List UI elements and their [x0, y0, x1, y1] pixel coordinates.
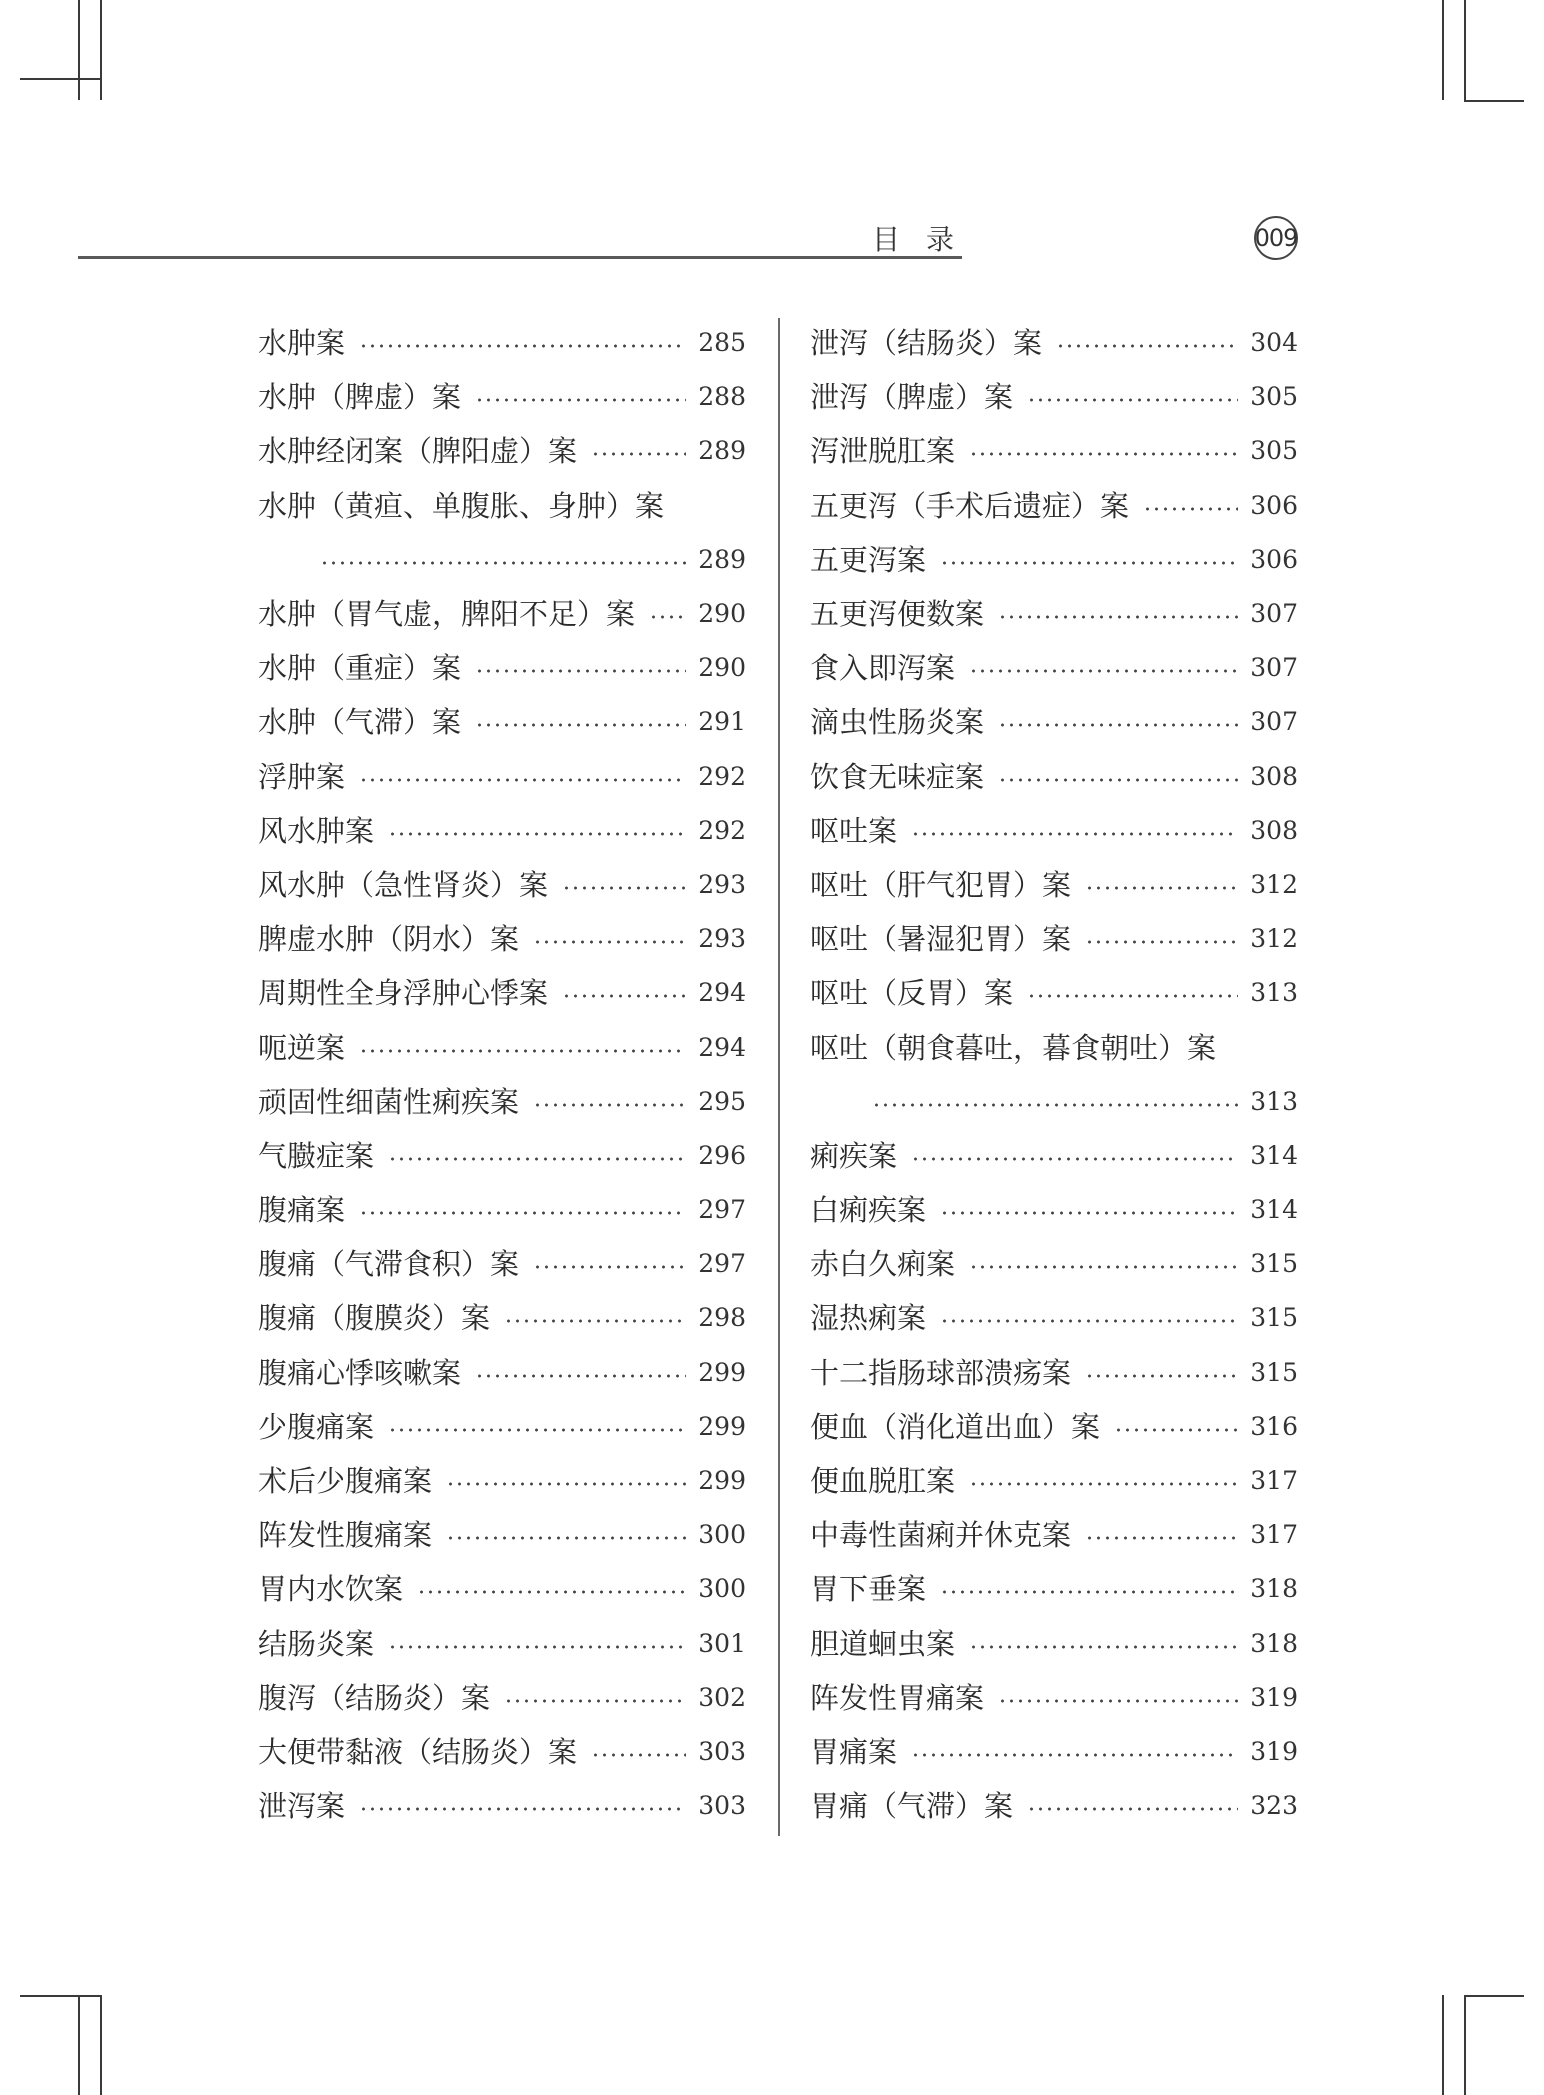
toc-entry-page: 303	[698, 1736, 746, 1766]
crop-mark	[100, 1995, 102, 2095]
toc-entry-title: 脾虚水肿（阴水）案	[258, 922, 520, 957]
toc-entry[interactable]	[810, 641, 1298, 695]
toc-entry[interactable]	[258, 1346, 746, 1400]
toc-entry[interactable]	[258, 1020, 746, 1074]
toc-dot-leader	[998, 723, 1238, 727]
toc-entry-title: 胃痛（气滞）案	[810, 1789, 1014, 1824]
toc-dot-leader	[1114, 1428, 1238, 1432]
toc-dot-leader	[649, 615, 686, 619]
toc-dot-leader	[388, 1157, 686, 1161]
toc-entry[interactable]	[258, 1291, 746, 1345]
toc-entry[interactable]	[810, 1075, 1298, 1129]
toc-entry[interactable]	[810, 1291, 1298, 1345]
toc-entry-title: 水肿（胃气虚，脾阳不足）案	[258, 597, 636, 632]
toc-dot-leader	[872, 1103, 1238, 1107]
crop-mark	[1464, 1995, 1466, 2095]
toc-entry-page: 289	[698, 436, 746, 466]
toc-entry[interactable]	[810, 1237, 1298, 1291]
toc-entry[interactable]	[810, 316, 1298, 370]
toc-entry-title: 呕吐（暑湿犯胃）案	[810, 922, 1072, 957]
toc-entry-title: 腹痛（腹膜炎）案	[258, 1301, 491, 1336]
toc-dot-leader	[969, 1265, 1238, 1269]
toc-entry-page: 303	[698, 1791, 746, 1821]
toc-left-column	[258, 316, 746, 1833]
toc-entry-page: 288	[698, 382, 746, 412]
toc-entry-page: 307	[1250, 707, 1298, 737]
toc-entry-title: 水肿（脾虚）案	[258, 380, 462, 415]
toc-entry-title: 腹痛（气滞食积）案	[258, 1247, 520, 1282]
toc-dot-leader	[562, 886, 686, 890]
toc-dot-leader	[1085, 940, 1238, 944]
toc-entry[interactable]	[258, 424, 746, 478]
toc-entry-page: 304	[1250, 328, 1298, 358]
toc-entry[interactable]	[810, 750, 1298, 804]
toc-entry-page: 299	[698, 1357, 746, 1387]
toc-entry-title: 泄泻（脾虚）案	[810, 380, 1014, 415]
toc-entry-page: 319	[1250, 1736, 1298, 1766]
toc-entry-title: 痢疾案	[810, 1138, 898, 1173]
toc-dot-leader	[475, 398, 686, 402]
toc-entry[interactable]	[258, 1454, 746, 1508]
toc-dot-leader	[911, 832, 1238, 836]
toc-entry-title: 气臌症案	[258, 1138, 375, 1173]
toc-entry[interactable]	[810, 533, 1298, 587]
toc-entry[interactable]	[810, 1183, 1298, 1237]
toc-entry-page: 312	[1250, 924, 1298, 954]
toc-entry-title: 十二指肠球部溃疡案	[810, 1355, 1072, 1390]
toc-entry-page: 299	[698, 1466, 746, 1496]
toc-entry-page: 317	[1250, 1520, 1298, 1550]
toc-entry[interactable]	[258, 1725, 746, 1779]
toc-entry-title: 呕吐（朝食暮吐，暮食朝吐）案	[810, 1030, 1217, 1065]
toc-entry[interactable]	[258, 858, 746, 912]
crop-mark	[1442, 1995, 1444, 2095]
toc-entry-title: 风水肿案	[258, 813, 375, 848]
crop-mark	[100, 0, 102, 100]
toc-entry[interactable]	[810, 912, 1298, 966]
toc-entry-page: 312	[1250, 869, 1298, 899]
toc-entry[interactable]	[258, 641, 746, 695]
toc-entry-title: 胃下垂案	[810, 1572, 927, 1607]
toc-entry[interactable]	[810, 424, 1298, 478]
toc-entry[interactable]	[258, 1779, 746, 1833]
toc-dot-leader	[562, 994, 686, 998]
toc-entry[interactable]	[258, 1671, 746, 1725]
toc-entry-page: 318	[1250, 1628, 1298, 1658]
toc-dot-leader	[1143, 507, 1238, 511]
toc-entry[interactable]	[258, 750, 746, 804]
toc-entry[interactable]	[810, 1508, 1298, 1562]
toc-entry[interactable]	[258, 1562, 746, 1616]
toc-dot-leader	[1085, 886, 1238, 890]
toc-entry-page: 294	[698, 978, 746, 1008]
toc-dot-leader	[1085, 1536, 1238, 1540]
toc-entry-page: 318	[1250, 1574, 1298, 1604]
toc-dot-leader	[388, 832, 686, 836]
toc-entry-page: 297	[698, 1249, 746, 1279]
toc-dot-leader	[969, 1645, 1238, 1649]
toc-entry[interactable]	[810, 695, 1298, 749]
toc-dot-leader	[940, 1211, 1238, 1215]
toc-entry-page: 307	[1250, 599, 1298, 629]
toc-entry-page: 293	[698, 869, 746, 899]
toc-entry[interactable]	[810, 858, 1298, 912]
toc-entry-page: 300	[698, 1520, 746, 1550]
toc-entry-page: 316	[1250, 1411, 1298, 1441]
toc-entry-page: 291	[698, 707, 746, 737]
toc-entry[interactable]	[258, 1508, 746, 1562]
toc-dot-leader	[388, 1645, 686, 1649]
toc-entry-page: 301	[698, 1628, 746, 1658]
toc-entry-page: 302	[698, 1682, 746, 1712]
toc-entry-title: 泻泄脱肛案	[810, 434, 956, 469]
toc-dot-leader	[969, 669, 1238, 673]
toc-entry-title: 五更泻案	[810, 542, 927, 577]
toc-entry-title: 腹痛心悸咳嗽案	[258, 1355, 462, 1390]
toc-entry[interactable]	[810, 804, 1298, 858]
crop-mark	[20, 1995, 100, 1997]
toc-entry[interactable]	[810, 1020, 1298, 1074]
toc-entry-page: 305	[1250, 382, 1298, 412]
toc-dot-leader	[591, 1753, 686, 1757]
toc-dot-leader	[998, 615, 1238, 619]
toc-entry-page: 297	[698, 1195, 746, 1225]
toc-dot-leader	[359, 1211, 686, 1215]
toc-dot-leader	[446, 1482, 686, 1486]
toc-entry-page: 289	[698, 544, 746, 574]
toc-dot-leader	[1027, 1807, 1238, 1811]
toc-entry[interactable]	[810, 1454, 1298, 1508]
toc-entry-page: 295	[698, 1086, 746, 1116]
toc-entry[interactable]	[258, 370, 746, 424]
toc-entry-title: 水肿（黄疸、单腹胀、身肿）案	[258, 488, 665, 523]
toc-entry[interactable]	[810, 966, 1298, 1020]
toc-entry-page: 290	[698, 653, 746, 683]
toc-entry[interactable]	[258, 316, 746, 370]
toc-dot-leader	[940, 561, 1238, 565]
toc-entry-title: 湿热痢案	[810, 1301, 927, 1336]
toc-entry[interactable]	[810, 370, 1298, 424]
toc-dot-leader	[1027, 398, 1238, 402]
toc-dot-leader	[320, 561, 686, 565]
toc-entry-title: 腹泻（结肠炎）案	[258, 1680, 491, 1715]
toc-entry-title: 呃逆案	[258, 1030, 346, 1065]
toc-entry[interactable]	[810, 1346, 1298, 1400]
toc-entry[interactable]	[258, 912, 746, 966]
toc-entry[interactable]	[810, 1725, 1298, 1779]
toc-entry-page: 307	[1250, 653, 1298, 683]
toc-entry[interactable]	[810, 1779, 1298, 1833]
toc-entry-title: 呕吐案	[810, 813, 898, 848]
toc-entry[interactable]	[258, 1183, 746, 1237]
toc-entry-page: 292	[698, 761, 746, 791]
toc-entry-title: 便血脱肛案	[810, 1464, 956, 1499]
toc-dot-leader	[475, 1374, 686, 1378]
toc-entry[interactable]	[258, 1400, 746, 1454]
toc-dot-leader	[969, 452, 1238, 456]
toc-dot-leader	[1056, 344, 1238, 348]
toc-dot-leader	[911, 1157, 1238, 1161]
toc-dot-leader	[504, 1319, 686, 1323]
toc-dot-leader	[998, 778, 1238, 782]
toc-dot-leader	[504, 1699, 686, 1703]
toc-entry-title: 泄泻（结肠炎）案	[810, 326, 1043, 361]
toc-entry-page: 306	[1250, 490, 1298, 520]
toc-entry-page: 313	[1250, 978, 1298, 1008]
toc-dot-leader	[1085, 1374, 1238, 1378]
toc-dot-leader	[359, 344, 686, 348]
toc-entry-page: 292	[698, 815, 746, 845]
toc-entry-title: 周期性全身浮肿心悸案	[258, 976, 549, 1011]
toc-entry-page: 314	[1250, 1195, 1298, 1225]
toc-entry[interactable]	[258, 804, 746, 858]
toc-entry-title: 便血（消化道出血）案	[810, 1409, 1101, 1444]
toc-entry[interactable]	[810, 1562, 1298, 1616]
toc-entry-title: 水肿案	[258, 326, 346, 361]
crop-mark	[1464, 100, 1524, 102]
toc-entry-title: 水肿经闭案（脾阳虚）案	[258, 434, 578, 469]
header-rule	[78, 256, 962, 259]
toc-entry-page: 293	[698, 924, 746, 954]
toc-entry-title: 水肿（气滞）案	[258, 705, 462, 740]
toc-entry[interactable]	[258, 695, 746, 749]
toc-entry-title: 食入即泻案	[810, 651, 956, 686]
toc-dot-leader	[446, 1536, 686, 1540]
toc-entry-page: 315	[1250, 1357, 1298, 1387]
crop-mark	[1464, 0, 1466, 100]
toc-dot-leader	[533, 1265, 686, 1269]
toc-dot-leader	[475, 723, 686, 727]
toc-entry-page: 296	[698, 1140, 746, 1170]
toc-entry-page: 314	[1250, 1140, 1298, 1170]
toc-dot-leader	[359, 1807, 686, 1811]
toc-entry-title: 顽固性细菌性痢疾案	[258, 1084, 520, 1119]
toc-entry-title: 风水肿（急性肾炎）案	[258, 867, 549, 902]
toc-entry-page: 285	[698, 328, 746, 358]
toc-entry-page: 315	[1250, 1303, 1298, 1333]
toc-entry-page: 323	[1250, 1791, 1298, 1821]
toc-entry-title: 五更泻（手术后遗症）案	[810, 488, 1130, 523]
toc-dot-leader	[998, 1699, 1238, 1703]
toc-entry-page: 308	[1250, 815, 1298, 845]
toc-dot-leader	[591, 452, 686, 456]
toc-dot-leader	[359, 778, 686, 782]
toc-entry-page: 308	[1250, 761, 1298, 791]
toc-entry[interactable]	[258, 479, 746, 533]
toc-entry[interactable]	[258, 966, 746, 1020]
toc-entry[interactable]	[810, 1671, 1298, 1725]
toc-dot-leader	[940, 1319, 1238, 1323]
toc-dot-leader	[388, 1428, 686, 1432]
toc-entry-title: 饮食无味症案	[810, 759, 985, 794]
toc-entry[interactable]	[258, 533, 746, 587]
toc-dot-leader	[533, 940, 686, 944]
toc-entry-title: 呕吐（反胃）案	[810, 976, 1014, 1011]
toc-entry-page: 315	[1250, 1249, 1298, 1279]
crop-mark	[1442, 0, 1444, 100]
toc-entry[interactable]	[810, 1129, 1298, 1183]
toc-entry[interactable]	[810, 1617, 1298, 1671]
toc-dot-leader	[969, 1482, 1238, 1486]
toc-entry[interactable]	[258, 1617, 746, 1671]
toc-entry-title: 结肠炎案	[258, 1626, 375, 1661]
toc-dot-leader	[940, 1590, 1238, 1594]
toc-entry-title: 胆道蛔虫案	[810, 1626, 956, 1661]
toc-entry-page: 305	[1250, 436, 1298, 466]
toc-entry-title: 水肿（重症）案	[258, 651, 462, 686]
column-divider	[778, 318, 780, 1836]
toc-entry-page: 294	[698, 1032, 746, 1062]
running-header-title: 目录	[872, 223, 981, 256]
toc-entry-page: 313	[1250, 1086, 1298, 1116]
toc-dot-leader	[911, 1753, 1238, 1757]
toc-dot-leader	[1027, 994, 1238, 998]
toc-entry-page: 290	[698, 599, 746, 629]
crop-mark	[20, 78, 100, 80]
toc-entry-title: 五更泻便数案	[810, 597, 985, 632]
toc-entry-title: 阵发性腹痛案	[258, 1518, 433, 1553]
toc-entry-page: 300	[698, 1574, 746, 1604]
toc-entry-title: 浮肿案	[258, 759, 346, 794]
toc-entry-title: 呕吐（肝气犯胃）案	[810, 867, 1072, 902]
toc-entry-title: 大便带黏液（结肠炎）案	[258, 1734, 578, 1769]
crop-mark	[78, 0, 80, 100]
toc-entry-title: 滴虫性肠炎案	[810, 705, 985, 740]
page-number-badge: 009	[1254, 216, 1298, 260]
toc-entry-title: 泄泻案	[258, 1789, 346, 1824]
toc-entry-page: 306	[1250, 544, 1298, 574]
toc-entry[interactable]	[258, 1129, 746, 1183]
toc-dot-leader	[475, 669, 686, 673]
toc-entry-title: 腹痛案	[258, 1193, 346, 1228]
crop-mark	[78, 1995, 80, 2095]
toc-entry-page: 317	[1250, 1466, 1298, 1496]
toc-entry-title: 阵发性胃痛案	[810, 1680, 985, 1715]
toc-dot-leader	[359, 1049, 686, 1053]
crop-mark	[1464, 1995, 1524, 1997]
toc-entry[interactable]	[258, 1237, 746, 1291]
toc-right-column	[810, 316, 1298, 1833]
toc-entry-page: 319	[1250, 1682, 1298, 1712]
toc-entry-title: 赤白久痢案	[810, 1247, 956, 1282]
toc-entry[interactable]	[258, 587, 746, 641]
toc-entry-page: 299	[698, 1411, 746, 1441]
toc-entry-title: 少腹痛案	[258, 1409, 375, 1444]
toc-entry-page: 298	[698, 1303, 746, 1333]
toc-entry[interactable]	[810, 1400, 1298, 1454]
toc-dot-leader	[417, 1590, 686, 1594]
toc-entry[interactable]	[810, 479, 1298, 533]
toc-entry-title: 术后少腹痛案	[258, 1464, 433, 1499]
toc-entry[interactable]	[258, 1075, 746, 1129]
toc-dot-leader	[533, 1103, 686, 1107]
toc-entry-title: 中毒性菌痢并休克案	[810, 1518, 1072, 1553]
toc-entry-title: 白痢疾案	[810, 1193, 927, 1228]
toc-entry-title: 胃痛案	[810, 1734, 898, 1769]
toc-entry-title: 胃内水饮案	[258, 1572, 404, 1607]
toc-entry[interactable]	[810, 587, 1298, 641]
